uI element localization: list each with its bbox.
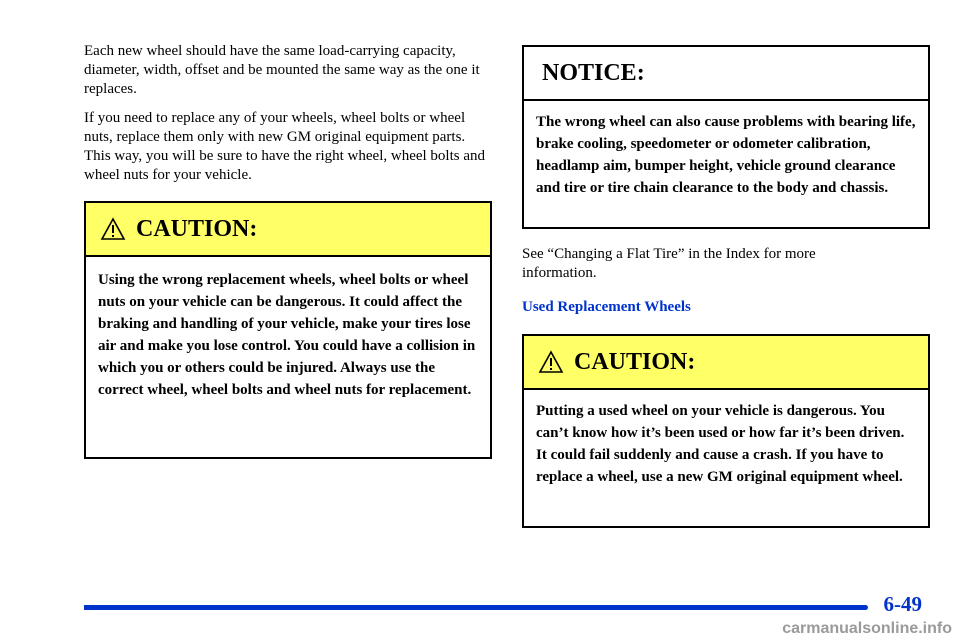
caution-box-wrong-wheels [84,201,492,459]
notice-box [522,45,930,229]
notice-header [524,47,928,101]
caution-header [524,336,928,390]
caution-text: Using the wrong replacement wheels, wheel bolts or wheel nuts on your vehicle can be dangerous. It could affect the braking and handling of your vehicle, make your tires lose air and make you lose control. You could have a collision in which you or others could be injured. Always use the correct wheel, wheel bolts and wheel nuts for replacement. [98,272,476,398]
notice-title: NOTICE: [542,59,645,86]
caution-header [86,203,490,257]
notice-text: The wrong wheel can also cause problems with bearing life, brake cooling, speedometer or odometer calibration, headlamp aim, bumper height, vehicle ground clearance and tire or tire chain clearance to the body and chassis. [536,114,916,196]
caution-text: Putting a used wheel on your vehicle is dangerous. You can’t know how it’s been used or how far it’s been driven. It could fail suddenly and cause a crash. If you have to replace a wheel, use a new GM original equipment wheel. [536,403,905,485]
caution-box-used-wheels [522,334,930,528]
warning-triangle-icon [538,350,564,374]
left-column [84,42,492,459]
paragraph-wheel-specs: Each new wheel should have the same load-carrying capacity, diameter, width, offset and be mounted the same way as the one it replaces. [84,43,480,97]
watermark: carmanualsonline.info [782,620,952,637]
see-index-text: See “Changing a Flat Tire” in the Index for more information. [522,246,816,281]
caution-title: CAUTION: [136,215,258,242]
footer-rule [84,605,868,610]
caution-title: CAUTION: [574,348,696,375]
right-column [522,45,930,528]
paragraph-replace-parts: If you need to replace any of your wheels, wheel bolts or wheel nuts, replace them only with new GM original equipment parts. This way, you will be sure to have the right wheel, wheel bolts and wheel nuts for your vehicle. [84,110,486,183]
section-subheading: Used Replacement Wheels [522,299,691,315]
page-number: 6-49 [883,592,922,616]
warning-triangle-icon [100,217,126,241]
